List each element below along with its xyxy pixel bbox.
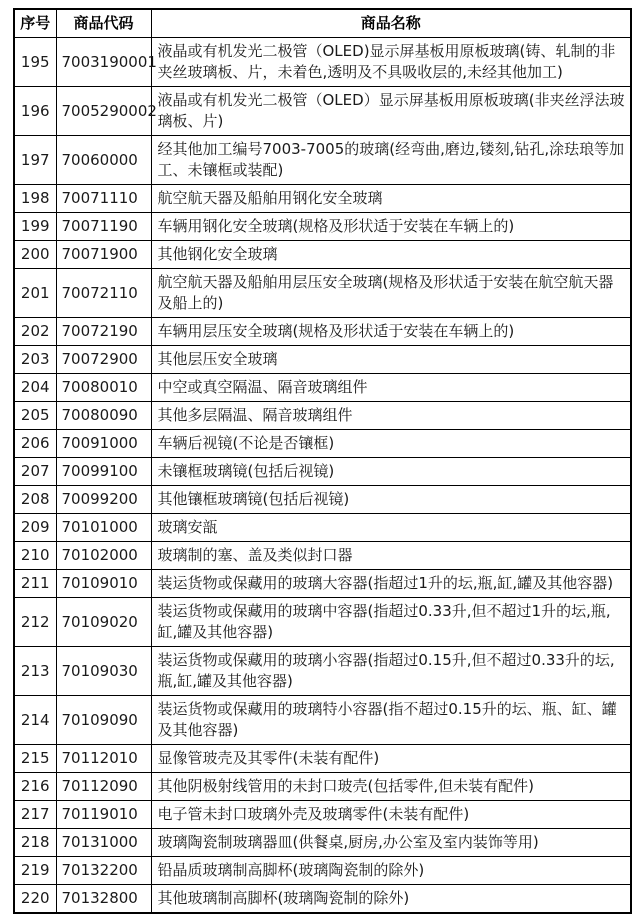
cell-commodity-name: 装运货物或保藏用的玻璃中容器(指超过0.33升,但不超过1升的坛,瓶,缸,罐及其他容器) [151, 598, 631, 647]
table-row [14, 514, 631, 542]
table-row [14, 346, 631, 374]
cell-commodity-name: 航空航天器及船舶用钢化安全玻璃 [151, 185, 631, 213]
cell-serial-number: 213 [14, 647, 56, 696]
cell-serial-number: 212 [14, 598, 56, 647]
cell-commodity-name: 装运货物或保藏用的玻璃特小容器(指不超过0.15升的坛、瓶、缸、罐及其他容器) [151, 696, 631, 745]
cell-commodity-code: 70132800 [56, 885, 151, 914]
table-row [14, 136, 631, 185]
cell-serial-number: 207 [14, 458, 56, 486]
table-row [14, 318, 631, 346]
table-row [14, 857, 631, 885]
cell-serial-number: 204 [14, 374, 56, 402]
cell-commodity-name: 经其他加工编号7003-7005的玻璃(经弯曲,磨边,镂刻,钻孔,涂珐琅等加工、未镶框或装配) [151, 136, 631, 185]
table-row [14, 486, 631, 514]
table-header-row [14, 9, 631, 38]
cell-commodity-code: 70072190 [56, 318, 151, 346]
cell-commodity-code: 70102000 [56, 542, 151, 570]
cell-serial-number: 217 [14, 801, 56, 829]
table-row [14, 773, 631, 801]
table-row [14, 570, 631, 598]
cell-serial-number: 216 [14, 773, 56, 801]
cell-commodity-code: 70131000 [56, 829, 151, 857]
cell-commodity-name: 未镶框玻璃镜(包括后视镜) [151, 458, 631, 486]
table-row [14, 542, 631, 570]
cell-serial-number: 208 [14, 486, 56, 514]
header-commodity-code: 商品代码 [56, 9, 151, 38]
cell-serial-number: 205 [14, 402, 56, 430]
cell-commodity-name: 其他层压安全玻璃 [151, 346, 631, 374]
cell-commodity-code: 70132200 [56, 857, 151, 885]
cell-serial-number: 209 [14, 514, 56, 542]
table-row [14, 829, 631, 857]
cell-commodity-code: 70109030 [56, 647, 151, 696]
cell-commodity-name: 装运货物或保藏用的玻璃小容器(指超过0.15升,但不超过0.33升的坛,瓶,缸,罐及其他容器) [151, 647, 631, 696]
cell-serial-number: 215 [14, 745, 56, 773]
cell-commodity-name: 车辆后视镜(不论是否镶框) [151, 430, 631, 458]
table-row [14, 402, 631, 430]
cell-commodity-code: 70071900 [56, 241, 151, 269]
cell-commodity-name: 车辆用层压安全玻璃(规格及形状适于安装在车辆上的) [151, 318, 631, 346]
table-row [14, 185, 631, 213]
cell-commodity-name: 液晶或有机发光二极管（OLED)显示屏基板用原板玻璃(铸、轧制的非夹丝玻璃板、片，未着色,透明及不具吸收层的,未经其他加工) [151, 38, 631, 87]
cell-commodity-code: 70112090 [56, 773, 151, 801]
header-serial-number: 序号 [14, 9, 56, 38]
cell-commodity-code: 70099200 [56, 486, 151, 514]
cell-commodity-code: 7003190001 [56, 38, 151, 87]
cell-commodity-name: 其他镶框玻璃镜(包括后视镜) [151, 486, 631, 514]
cell-commodity-name: 电子管未封口玻璃外壳及玻璃零件(未装有配件) [151, 801, 631, 829]
table-row [14, 745, 631, 773]
cell-commodity-name: 玻璃制的塞、盖及类似封口器 [151, 542, 631, 570]
cell-serial-number: 219 [14, 857, 56, 885]
cell-commodity-code: 70112010 [56, 745, 151, 773]
cell-commodity-code: 70071110 [56, 185, 151, 213]
table-row [14, 374, 631, 402]
table-body [14, 38, 631, 914]
table-row [14, 801, 631, 829]
cell-commodity-name: 其他多层隔温、隔音玻璃组件 [151, 402, 631, 430]
cell-commodity-code: 70072900 [56, 346, 151, 374]
cell-commodity-name: 装运货物或保藏用的玻璃大容器(指超过1升的坛,瓶,缸,罐及其他容器) [151, 570, 631, 598]
cell-commodity-code: 70060000 [56, 136, 151, 185]
cell-commodity-code: 70099100 [56, 458, 151, 486]
cell-serial-number: 218 [14, 829, 56, 857]
table-row [14, 647, 631, 696]
table-row [14, 269, 631, 318]
table-row [14, 38, 631, 87]
table-row [14, 696, 631, 745]
cell-serial-number: 202 [14, 318, 56, 346]
commodity-code-table [13, 8, 632, 914]
table-row [14, 87, 631, 136]
table-row [14, 885, 631, 914]
cell-commodity-code: 70109010 [56, 570, 151, 598]
cell-commodity-code: 70109020 [56, 598, 151, 647]
cell-commodity-name: 其他阴极射线管用的未封口玻壳(包括零件,但未装有配件) [151, 773, 631, 801]
table-row [14, 241, 631, 269]
cell-commodity-name: 玻璃安瓿 [151, 514, 631, 542]
cell-commodity-name: 航空航天器及船舶用层压安全玻璃(规格及形状适于安装在航空航天器及船上的) [151, 269, 631, 318]
cell-commodity-code: 70080010 [56, 374, 151, 402]
cell-commodity-code: 70119010 [56, 801, 151, 829]
cell-commodity-code: 70091000 [56, 430, 151, 458]
cell-commodity-code: 70109090 [56, 696, 151, 745]
cell-commodity-name: 其他钢化安全玻璃 [151, 241, 631, 269]
cell-serial-number: 196 [14, 87, 56, 136]
cell-serial-number: 197 [14, 136, 56, 185]
table-row [14, 430, 631, 458]
cell-serial-number: 199 [14, 213, 56, 241]
cell-serial-number: 198 [14, 185, 56, 213]
cell-serial-number: 211 [14, 570, 56, 598]
cell-serial-number: 200 [14, 241, 56, 269]
cell-serial-number: 206 [14, 430, 56, 458]
cell-commodity-code: 7005290002 [56, 87, 151, 136]
cell-commodity-name: 液晶或有机发光二极管（OLED）显示屏基板用原板玻璃(非夹丝浮法玻璃板、片) [151, 87, 631, 136]
cell-commodity-code: 70071190 [56, 213, 151, 241]
cell-commodity-code: 70080090 [56, 402, 151, 430]
cell-commodity-name: 车辆用钢化安全玻璃(规格及形状适于安装在车辆上的) [151, 213, 631, 241]
cell-commodity-name: 铅晶质玻璃制高脚杯(玻璃陶瓷制的除外) [151, 857, 631, 885]
cell-serial-number: 210 [14, 542, 56, 570]
cell-commodity-code: 70101000 [56, 514, 151, 542]
cell-serial-number: 201 [14, 269, 56, 318]
header-commodity-name: 商品名称 [151, 9, 631, 38]
cell-commodity-name: 中空或真空隔温、隔音玻璃组件 [151, 374, 631, 402]
cell-serial-number: 203 [14, 346, 56, 374]
cell-commodity-name: 玻璃陶瓷制玻璃器皿(供餐桌,厨房,办公室及室内装饰等用) [151, 829, 631, 857]
cell-serial-number: 220 [14, 885, 56, 914]
cell-serial-number: 214 [14, 696, 56, 745]
cell-commodity-name: 显像管玻壳及其零件(未装有配件) [151, 745, 631, 773]
table-row [14, 213, 631, 241]
cell-commodity-code: 70072110 [56, 269, 151, 318]
table-row [14, 598, 631, 647]
table-row [14, 458, 631, 486]
cell-serial-number: 195 [14, 38, 56, 87]
cell-commodity-name: 其他玻璃制高脚杯(玻璃陶瓷制的除外) [151, 885, 631, 914]
